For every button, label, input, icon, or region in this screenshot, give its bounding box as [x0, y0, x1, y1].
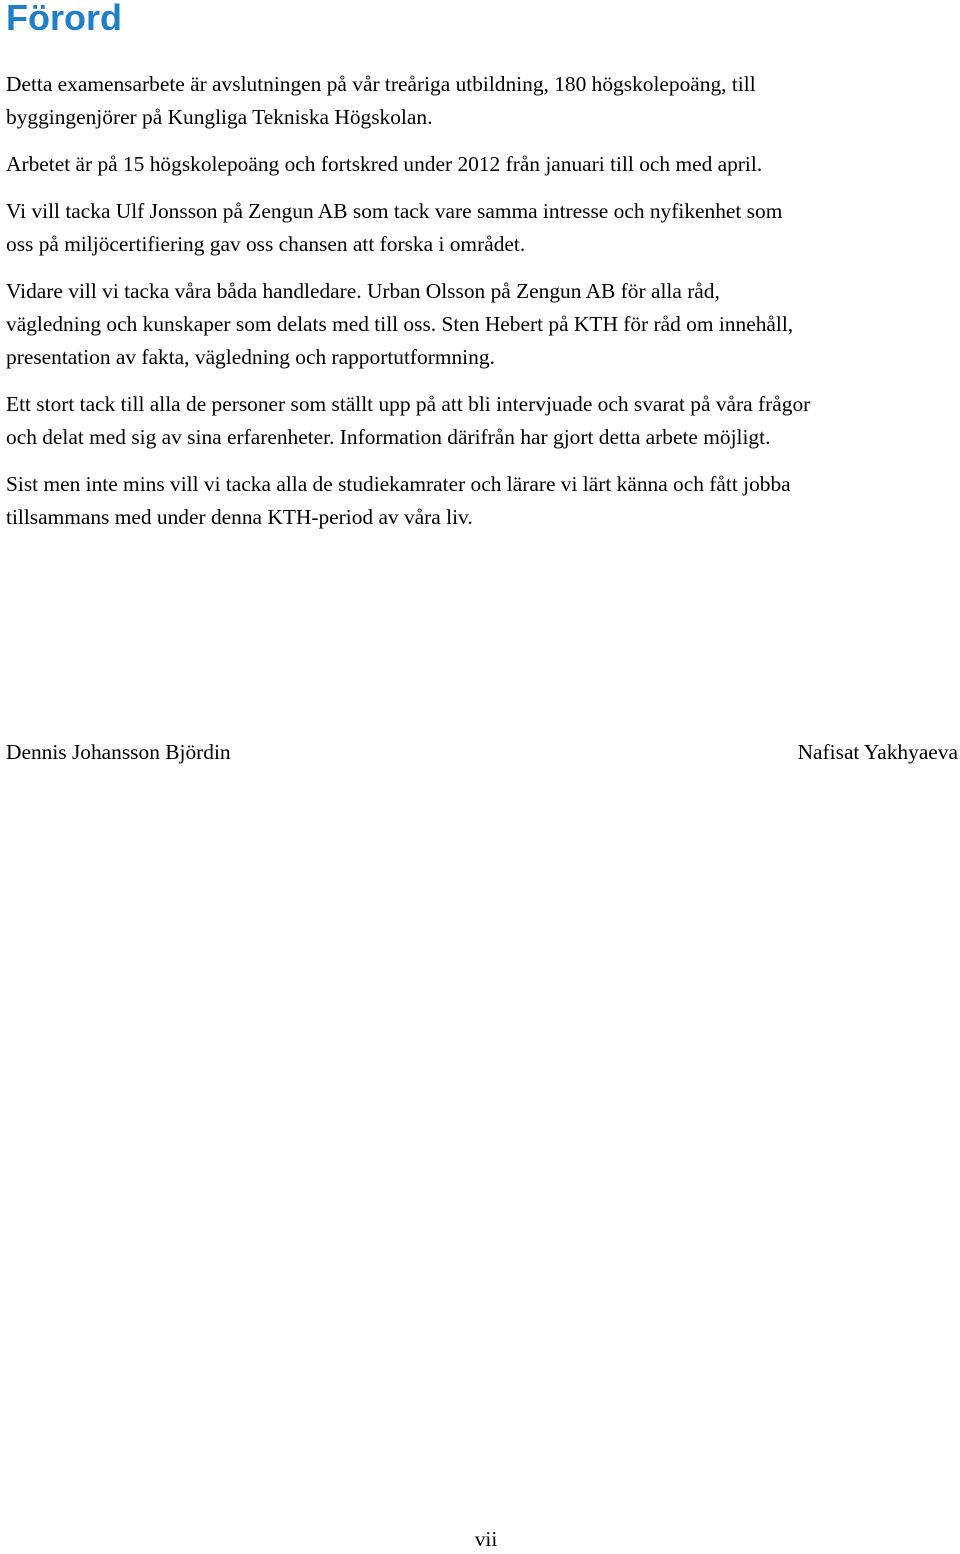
paragraph-intro: [6, 68, 958, 134]
text-line: Detta examensarbete är avslutningen på vår treåriga utbildning, 180 högskolepoäng, till: [6, 72, 756, 96]
paragraph-thanks-supervisors: [6, 275, 958, 374]
author-name-right: Nafisat Yakhyaeva: [797, 740, 958, 764]
paragraph-thanks-interviewees: [6, 388, 958, 454]
paragraph-thanks-sponsor: [6, 195, 958, 261]
text-line: presentation av fakta, vägledning och rapportutformning.: [6, 345, 495, 369]
page-title: Förord: [6, 0, 122, 38]
text-line: vägledning och kunskaper som delats med till oss. Sten Hebert på KTH för råd om innehåll,: [6, 312, 794, 336]
text-line: Vi vill tacka Ulf Jonsson på Zengun AB som tack vare samma intresse och nyfikenhet som: [6, 199, 783, 223]
text-line: tillsammans med under denna KTH-period av våra liv.: [6, 505, 473, 529]
signature-row: [6, 735, 958, 769]
text-line: och delat med sig av sina erfarenheter. Information därifrån har gjort detta arbete möjligt.: [6, 425, 771, 449]
text-line: byggingenjörer på Kungliga Tekniska Högskolan.: [6, 105, 433, 129]
author-name-left: Dennis Johansson Björdin: [6, 740, 231, 764]
text-line: oss på miljöcertifiering gav oss chansen att forska i området.: [6, 232, 526, 256]
text-line: Ett stort tack till alla de personer som ställt upp på att bli intervjuade och svarat på våra frågor: [6, 392, 811, 416]
paragraph-duration: [6, 148, 958, 181]
body-text: [6, 68, 958, 548]
page-number: vii: [474, 1527, 498, 1551]
text-line: Arbetet är på 15 högskolepoäng och fortskred under 2012 från januari till och med april.: [6, 152, 763, 176]
text-line: Sist men inte mins vill vi tacka alla de studiekamrater och lärare vi lärt känna och fått jobba: [6, 472, 791, 496]
paragraph-thanks-classmates: [6, 468, 958, 534]
text-line: Vidare vill vi tacka våra båda handledare. Urban Olsson på Zengun AB för alla råd,: [6, 279, 720, 303]
